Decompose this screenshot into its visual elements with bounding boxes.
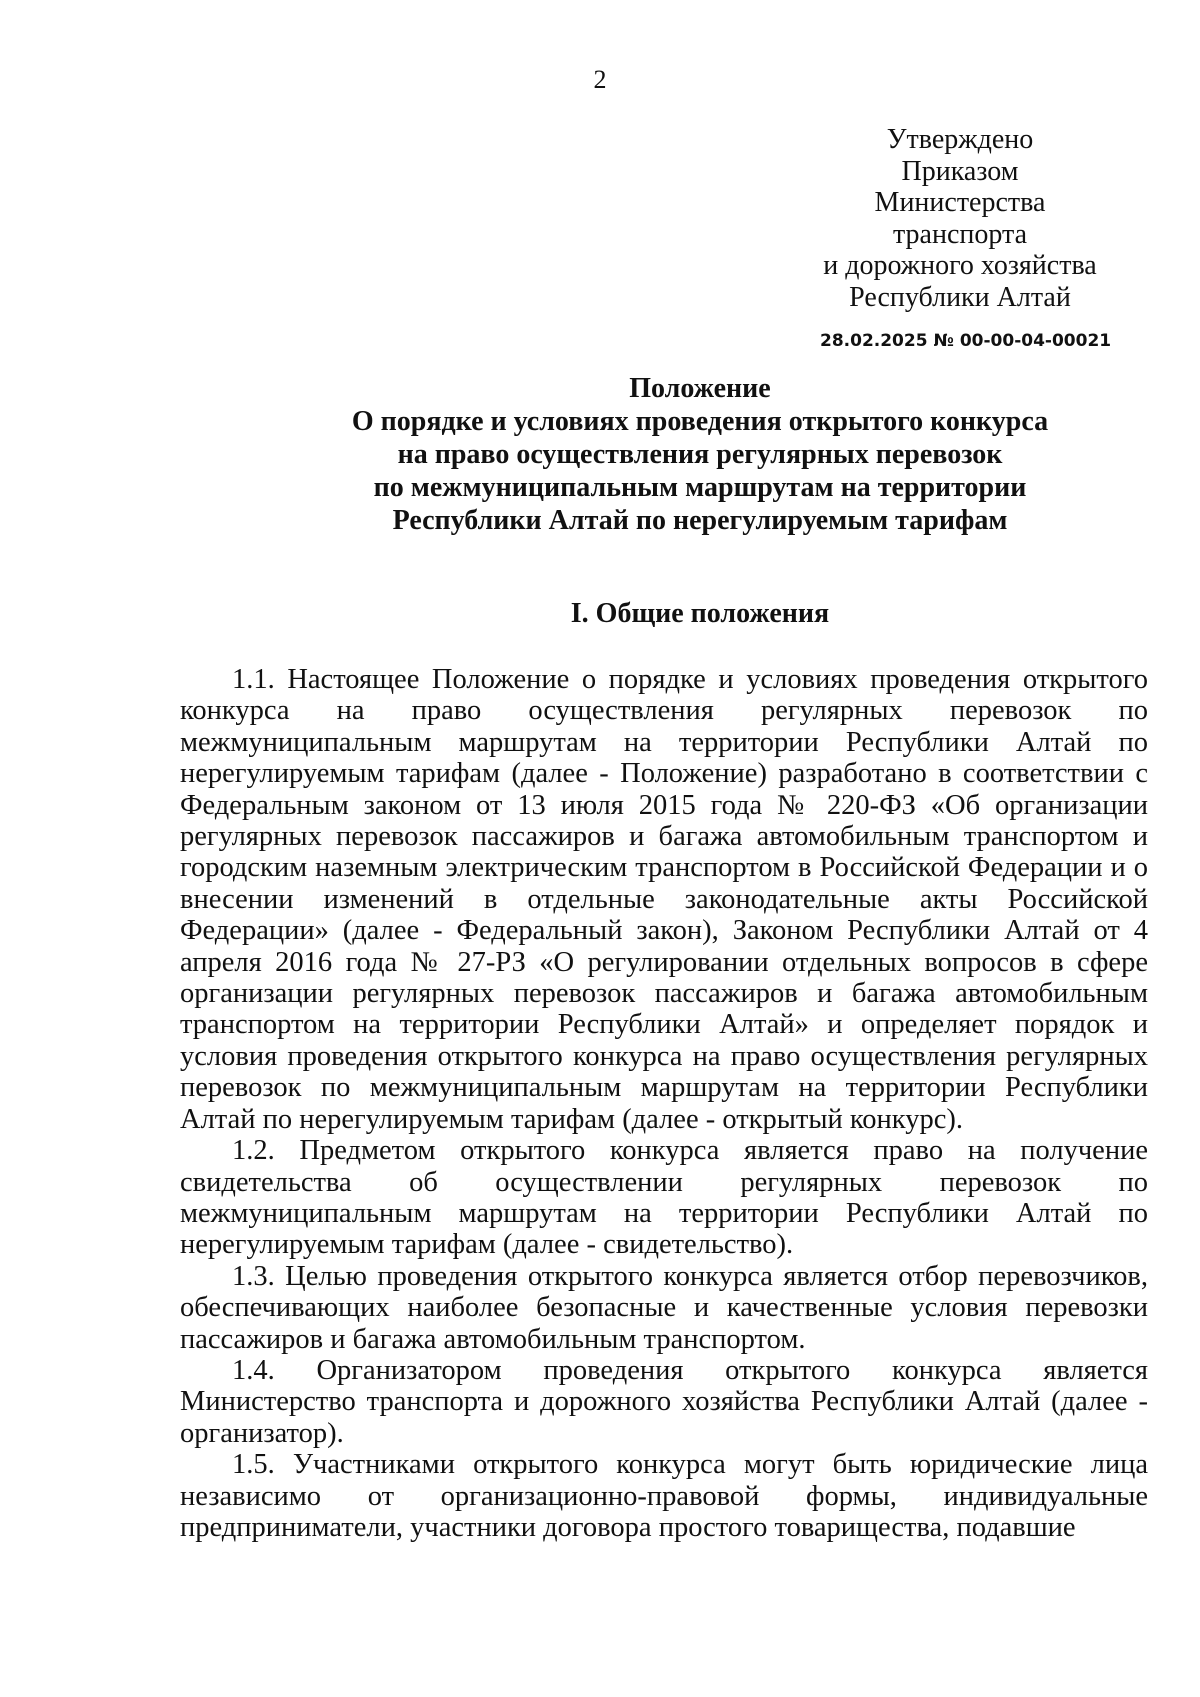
document-title — [180, 372, 1200, 537]
title-line: по межмуниципальным маршрутам на территории — [373, 472, 1027, 503]
title-line: Республики Алтай по нерегулируемым тарифам — [392, 505, 1008, 536]
approval-line: и дорожного хозяйства — [823, 250, 1097, 281]
title-line: Положение — [629, 373, 771, 404]
approval-line: Республики Алтай — [849, 281, 1071, 313]
section-heading: I. Общие положения — [570, 598, 830, 629]
approval-line: Приказом — [901, 155, 1019, 187]
paragraph-1-4: 1.4. Организатором проведения открытого конкурса является Министерство транспорта и дорожного хозяйства Республики Алтай (далее - организатор). — [180, 1354, 1148, 1449]
approval-block — [820, 124, 1100, 313]
paragraph-1-5: 1.5. Участниками открытого конкурса могут быть юридические лица независимо от организационно-правовой формы, индивидуальные предприниматели, участники договора простого товарищества, подавшие — [180, 1449, 1148, 1543]
approval-line: Утверждено — [886, 124, 1034, 155]
page-number: 2 — [593, 65, 607, 94]
approval-line: Министерства — [874, 187, 1046, 218]
document-body — [180, 664, 1148, 1543]
paragraph-1-2: 1.2. Предметом открытого конкурса является право на получение свидетельства об осуществлении регулярных перевозок по межмуниципальным маршрутам на территории Республики Алтай по нерегулируемым тарифам (далее - свидетельство). — [180, 1135, 1148, 1261]
title-line: на право осуществления регулярных перевозок — [397, 439, 1003, 470]
paragraph-1-3: 1.3. Целью проведения открытого конкурса является отбор перевозчиков, обеспечивающих наиболее безопасные и качественные условия перевозки пассажиров и багажа автомобильным транспортом. — [180, 1260, 1148, 1355]
order-date-number: 28.02.2025 № 00-00-04-00021 — [820, 331, 1112, 351]
paragraph-1-1: 1.1. Настоящее Положение о порядке и условиях проведения открытого конкурса на право осуществления регулярных перевозок по межмуниципальным маршрутам на территории Республики Алтай по нерегулируемым тарифам (далее - Положение) разработано в соответствии с Федеральным законом от 13 июля 2015 года № 220-ФЗ «Об организации регулярных перевозок пассажиров и багажа автомобильным транспортом и городским наземным электрическим транспортом в Российской Федерации и о внесении изменений в отдельные законодательные акты Российской Федерации» (далее - Федеральный закон), Законом Республики Алтай от 4 апреля 2016 года № 27-РЗ «О регулировании отдельных вопросов в сфере организации регулярных перевозок пассажиров и багажа автомобильным транспортом на территории Республики Алтай» и определяет порядок и условия проведения открытого конкурса на право осуществления регулярных перевозок по межмуниципальным маршрутам на территории Республики Алтай по нерегулируемым тарифам (далее - открытый конкурс). — [180, 664, 1148, 1135]
title-line: О порядке и условиях проведения открытого конкурса — [351, 406, 1049, 437]
approval-line: транспорта — [892, 218, 1028, 250]
